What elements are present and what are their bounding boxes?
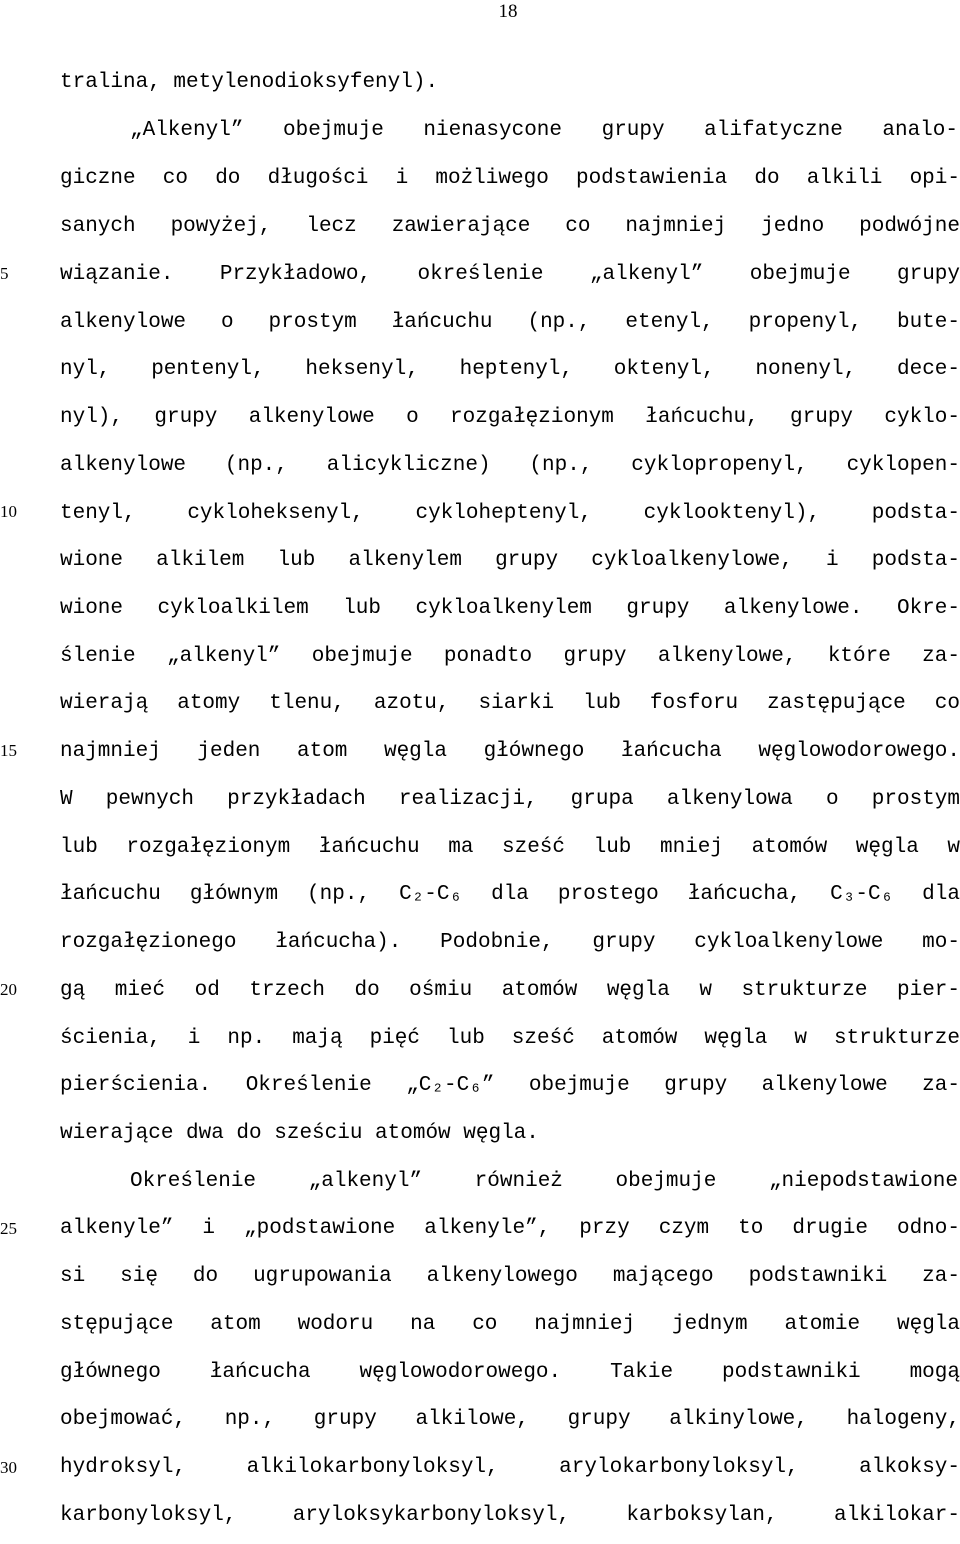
text-line: ścienia, i np. mają pięć lub sześć atomów węgla w strukturze bbox=[60, 1027, 960, 1050]
text-line: najmniej jeden atom węgla głównego łańcucha węglowodorowego. bbox=[60, 740, 960, 763]
line-number-20: 20 bbox=[0, 980, 17, 999]
line-number-5: 5 bbox=[0, 264, 9, 283]
page-number: 18 bbox=[498, 1, 518, 22]
text-line: rozgałęzionego łańcucha). Podobnie, grupy cykloalkenylowe mo- bbox=[60, 931, 960, 954]
text-line: Określenie „alkenyl” również obejmuje „niepodstawione bbox=[130, 1170, 958, 1193]
text-line: tenyl, cykloheksenyl, cykloheptenyl, cyklooktenyl), podsta- bbox=[60, 502, 960, 525]
line-number-15: 15 bbox=[0, 741, 17, 760]
text-line: alkenylowe o prostym łańcuchu (np., etenyl, propenyl, bute- bbox=[60, 311, 960, 334]
text-line: giczne co do długości i możliwego podstawienia do alkili opi- bbox=[60, 167, 960, 190]
text-line: „Alkenyl” obejmuje nienasycone grupy alifatyczne analo- bbox=[130, 119, 958, 142]
line-number-25: 25 bbox=[0, 1219, 17, 1238]
text-line: W pewnych przykładach realizacji, grupa alkenylowa o prostym bbox=[60, 788, 960, 811]
text-line: tralina, metylenodioksyfenyl). bbox=[60, 71, 439, 94]
text-line: hydroksyl, alkilokarbonyloksyl, arylokarbonyloksyl, alkoksy- bbox=[60, 1456, 960, 1479]
text-line: pierścienia. Określenie „C₂-C₆” obejmuje grupy alkenylowe za- bbox=[60, 1074, 960, 1097]
text-line: ślenie „alkenyl” obejmuje ponadto grupy alkenylowe, które za- bbox=[60, 645, 960, 668]
text-line: stępujące atom wodoru na co najmniej jednym atomie węgla bbox=[60, 1313, 960, 1336]
line-number-30: 30 bbox=[0, 1458, 17, 1477]
text-line: nyl, pentenyl, heksenyl, heptenyl, oktenyl, nonenyl, dece- bbox=[60, 358, 960, 381]
text-line: alkenyle” i „podstawione alkenyle”, przy czym to drugie odno- bbox=[60, 1217, 960, 1240]
text-line: obejmować, np., grupy alkilowe, grupy alkinylowe, halogeny, bbox=[60, 1408, 960, 1431]
text-line: gą mieć od trzech do ośmiu atomów węgla w strukturze pier- bbox=[60, 979, 960, 1002]
text-line: si się do ugrupowania alkenylowego mającego podstawniki za- bbox=[60, 1265, 960, 1288]
text-line: karbonyloksyl, aryloksykarbonyloksyl, karboksylan, alkilokar- bbox=[60, 1504, 960, 1527]
line-number-10: 10 bbox=[0, 502, 17, 521]
text-line: alkenylowe (np., alicykliczne) (np., cyklopropenyl, cyklopen- bbox=[60, 454, 960, 477]
text-line: wione cykloalkilem lub cykloalkenylem grupy alkenylowe. Okre- bbox=[60, 597, 960, 620]
text-line: głównego łańcucha węglowodorowego. Takie podstawniki mogą bbox=[60, 1361, 960, 1384]
text-line: wiązanie. Przykładowo, określenie „alkenyl” obejmuje grupy bbox=[60, 263, 960, 286]
text-line: lub rozgałęzionym łańcuchu ma sześć lub mniej atomów węgla w bbox=[60, 836, 960, 859]
text-line: łańcuchu głównym (np., C₂-C₆ dla prostego łańcucha, C₃-C₆ dla bbox=[60, 883, 960, 906]
text-line: sanych powyżej, lecz zawierające co najmniej jedno podwójne bbox=[60, 215, 960, 238]
text-line: wierają atomy tlenu, azotu, siarki lub fosforu zastępujące co bbox=[60, 692, 960, 715]
text-line: nyl), grupy alkenylowe o rozgałęzionym łańcuchu, grupy cyklo- bbox=[60, 406, 960, 429]
text-line: wione alkilem lub alkenylem grupy cykloalkenylowe, i podsta- bbox=[60, 549, 960, 572]
text-line: wierające dwa do sześciu atomów węgla. bbox=[60, 1122, 539, 1145]
